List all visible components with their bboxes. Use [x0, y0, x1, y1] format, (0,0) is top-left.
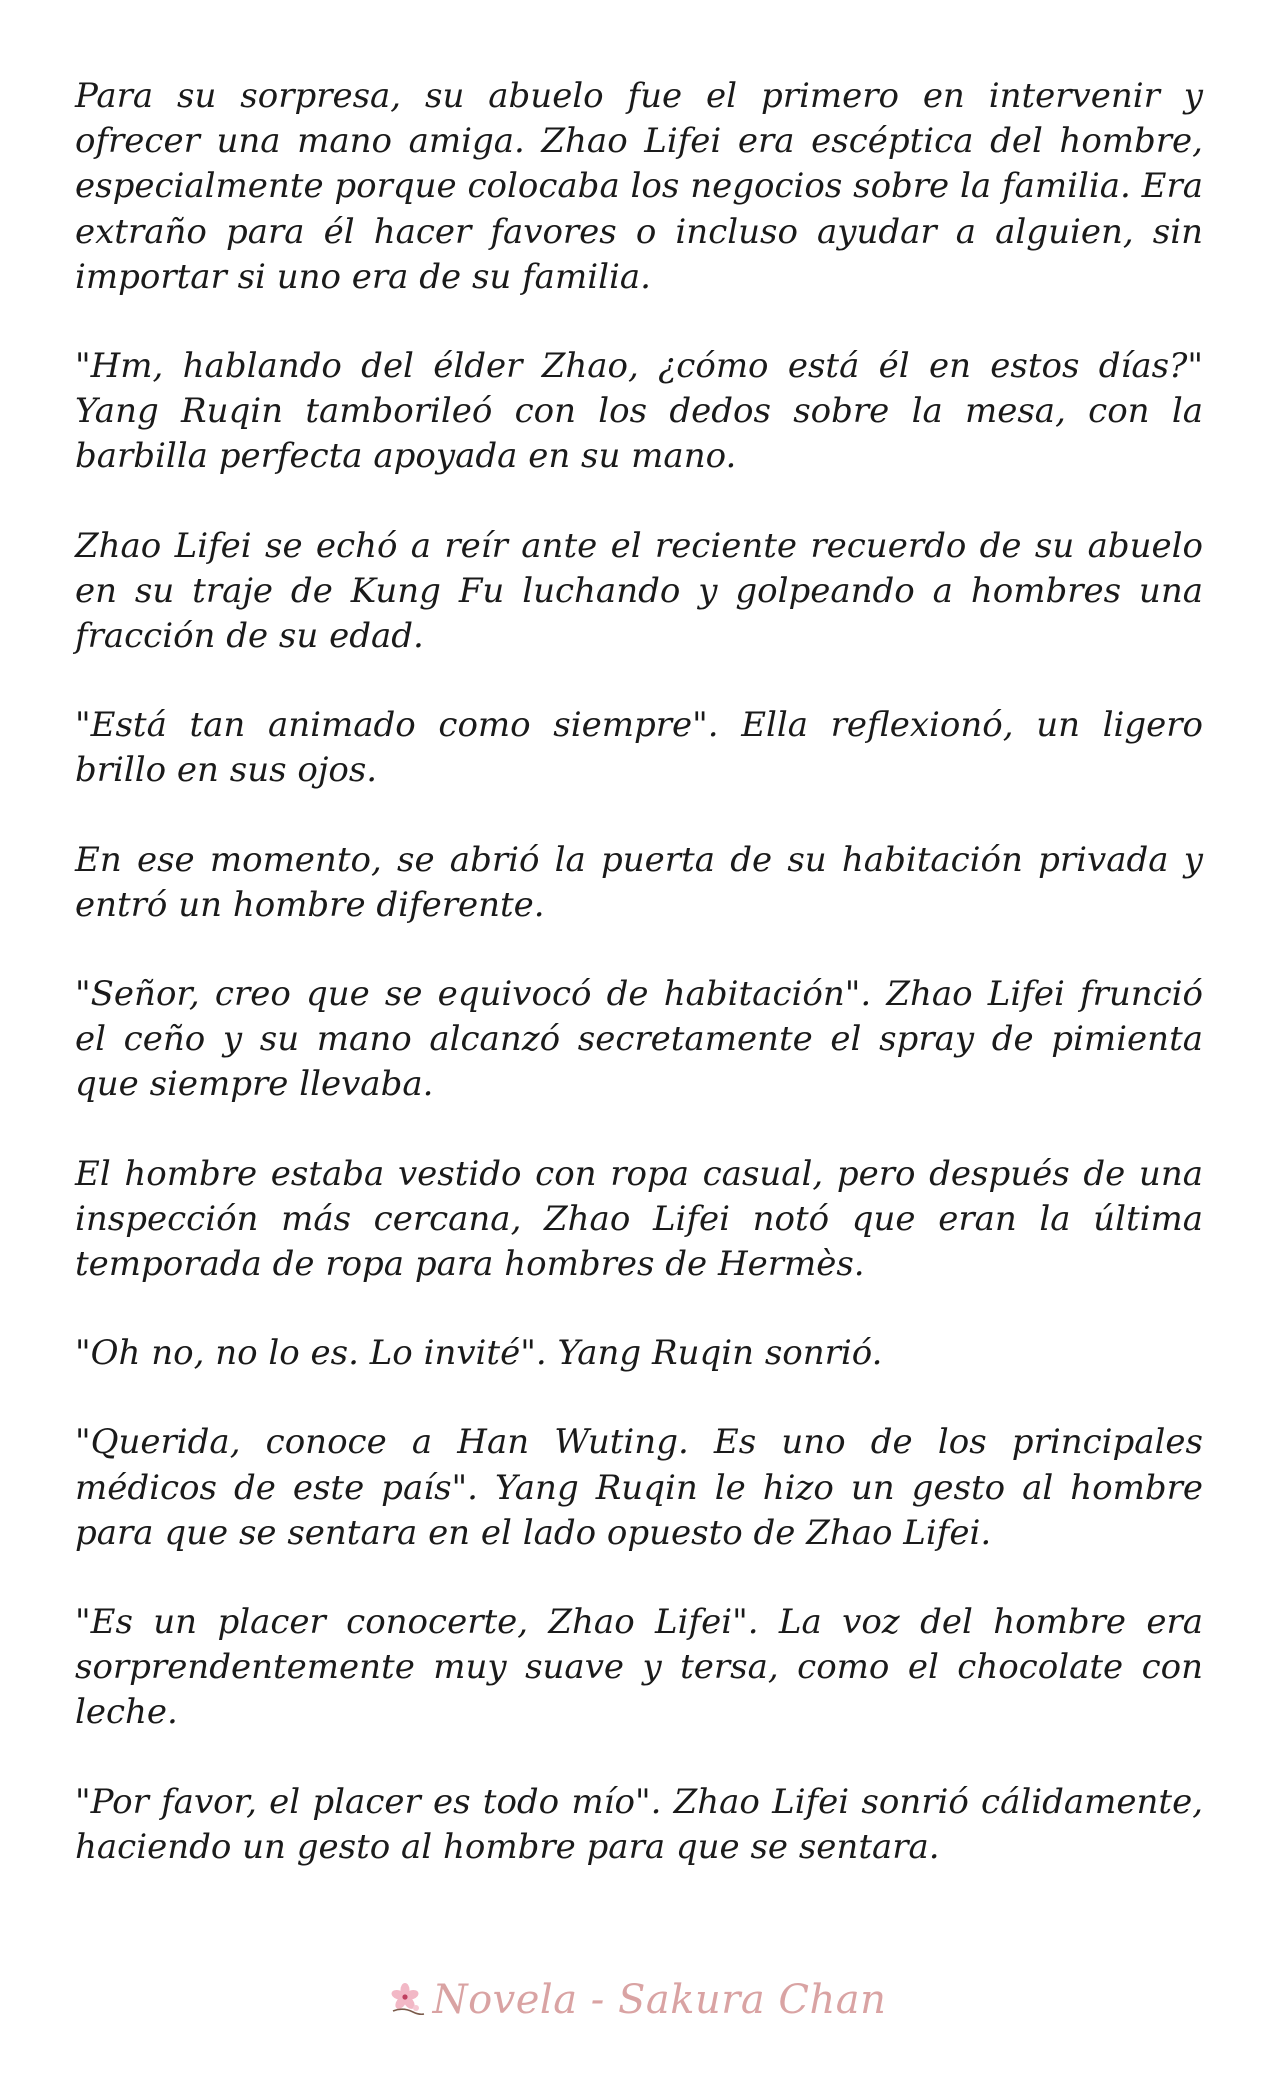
paragraph-6: "Señor, creo que se equivocó de habitación". Zhao Lifei frunció el ceño y su mano alcanzó secretamente el spray de pimienta que siempre llevaba. [75, 974, 1203, 1105]
paragraph-7: El hombre estaba vestido con ropa casual, pero después de una inspección más cercana, Zhao Lifei notó que eran la última temporada de ropa para hombres de Hermès. [75, 1153, 1203, 1285]
paragraph-10: "Es un placer conocerte, Zhao Lifei". La voz del hombre era sorprendentemente muy suave y tersa, como el chocolate con leche. [75, 1602, 1203, 1733]
sakura-blossom-icon [389, 1981, 427, 2019]
paragraph-2: "Hm, hablando del élder Zhao, ¿cómo está él en estos días?" Yang Ruqin tamborileó con los dedos sobre la mesa, con la barbilla perfecta apoyada en su mano. [75, 346, 1203, 477]
paragraph-9: "Querida, conoce a Han Wuting. Es uno de los principales médicos de este país". Yang Ruqin le hizo un gesto al hombre para que se sentara en el lado opuesto de Zhao Lifei. [75, 1422, 1203, 1553]
document-body [75, 74, 1203, 1914]
paragraph-3: Zhao Lifei se echó a reír ante el reciente recuerdo de su abuelo en su traje de Kung Fu luchando y golpeando a hombres una fracción de su edad. [75, 525, 1203, 657]
watermark-text: Novela - Sakura Chan [432, 1977, 887, 2023]
paragraph-4: "Está tan animado como siempre". Ella reflexionó, un ligero brillo en sus ojos. [75, 705, 1203, 791]
paragraph-1: Para su sorpresa, su abuelo fue el primero en intervenir y ofrecer una mano amiga. Zhao Lifei era escéptica del hombre, especialmente porque colocaba los negocios sobre la familia. Era extraño para él hacer favores o incluso ayudar a alguien, sin importar si uno era de su familia. [75, 76, 1203, 297]
paragraph-5: En ese momento, se abrió la puerta de su habitación privada y entró un hombre diferente. [75, 839, 1203, 925]
watermark [0, 1975, 1275, 2025]
paragraph-8: "Oh no, no lo es. Lo invité". Yang Ruqin sonrió. [75, 1333, 883, 1374]
paragraph-11: "Por favor, el placer es todo mío". Zhao Lifei sonrió cálidamente, haciendo un gesto al hombre para que se sentara. [75, 1781, 1203, 1867]
